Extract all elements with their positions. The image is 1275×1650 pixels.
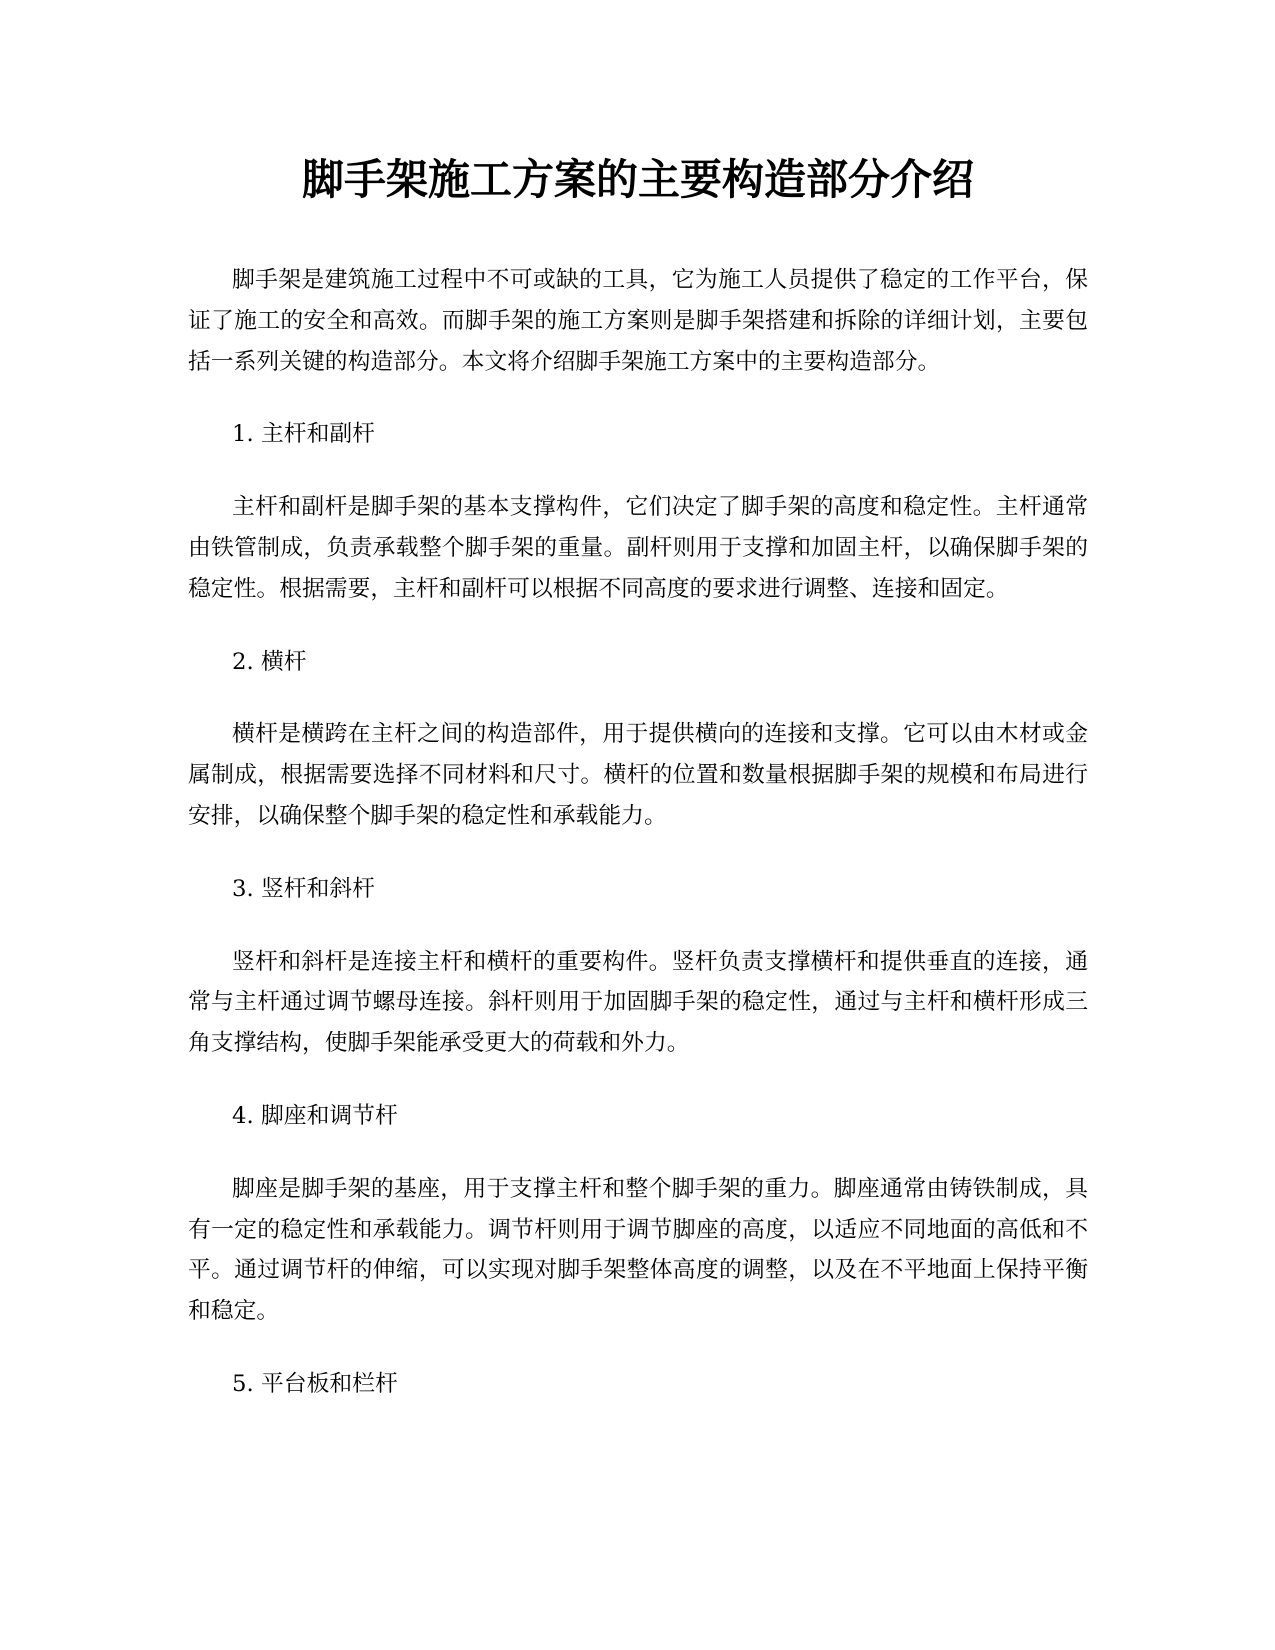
section-heading-5: 5. 平台板和栏杆	[232, 1370, 398, 1397]
section-body-4: 脚座是脚手架的基座，用于支撑主杆和整个脚手架的重力。脚座通常由铸铁制成，具有一定的稳定性和承载能力。调节杆则用于调节脚座的高度，以适应不同地面的高低和不平。通过调节杆的伸缩，可以实现对脚手架整体高度的调整，以及在不平地面上保持平衡和稳定。	[188, 1175, 1088, 1325]
document-title: 脚手架施工方案的主要构造部分介绍	[301, 155, 974, 204]
section-body-3: 竖杆和斜杆是连接主杆和横杆的重要构件。竖杆负责支撑横杆和提供垂直的连接，通常与主杆通过调节螺母连接。斜杆则用于加固脚手架的稳定性，通过与主杆和横杆形成三角支撑结构，使脚手架能承受更大的荷载和外力。	[188, 948, 1088, 1057]
section-heading-1: 1. 主杆和副杆	[232, 421, 375, 448]
document-body	[188, 140, 1088, 1405]
section-heading-2: 2. 横杆	[232, 648, 307, 675]
intro-paragraph: 脚手架是建筑施工过程中不可或缺的工具，它为施工人员提供了稳定的工作平台，保证了施工的安全和高效。而脚手架的施工方案则是脚手架搭建和拆除的详细计划，主要包括一系列关键的构造部分。本文将介绍脚手架施工方案中的主要构造部分。	[188, 267, 1088, 375]
section-body-2: 横杆是横跨在主杆之间的构造部件，用于提供横向的连接和支撑。它可以由木材或金属制成，根据需要选择不同材料和尺寸。横杆的位置和数量根据脚手架的规模和布局进行安排，以确保整个脚手架的稳定性和承载能力。	[188, 721, 1088, 829]
section-heading-4: 4. 脚座和调节杆	[232, 1102, 398, 1129]
section-heading-3: 3. 竖杆和斜杆	[232, 875, 375, 902]
section-body-1: 主杆和副杆是脚手架的基本支撑构件，它们决定了脚手架的高度和稳定性。主杆通常由铁管制成，负责承载整个脚手架的重量。副杆则用于支撑和加固主杆，以确保脚手架的稳定性。根据需要，主杆和副杆可以根据不同高度的要求进行调整、连接和固定。	[188, 494, 1088, 602]
